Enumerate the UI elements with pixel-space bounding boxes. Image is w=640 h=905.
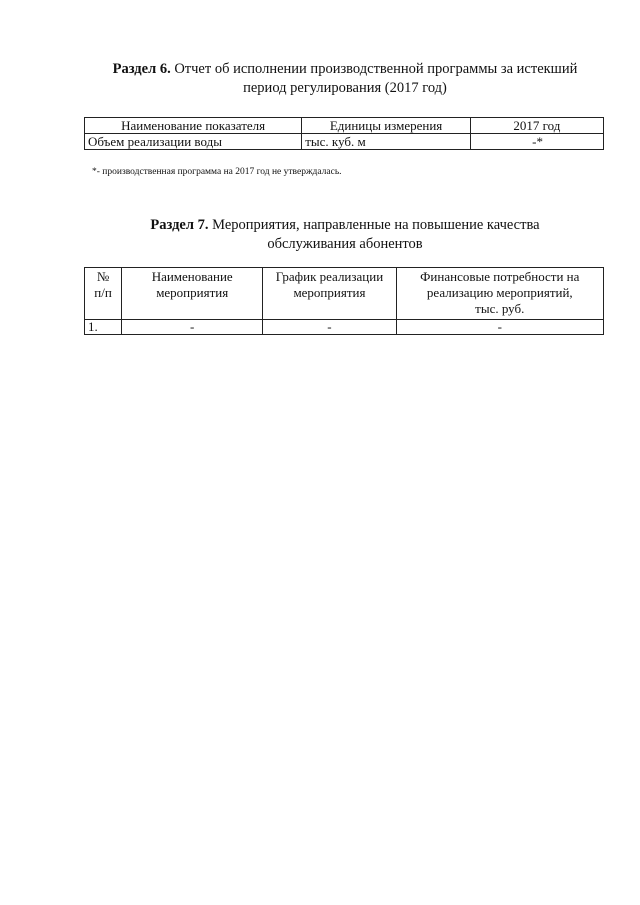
header-financial-needs [396,268,603,320]
section-6-title-line-1 [80,60,610,79]
section-7-heading [80,216,610,254]
header-measure-name-line-2: мероприятия [156,285,229,300]
header-units: Единицы измерения [302,118,471,134]
table-header-row [85,118,604,134]
header-indicator-name: Наименование показателя [85,118,302,134]
cell-indicator: Объем реализации воды [85,134,302,150]
section-6-table [84,117,604,150]
table-row [85,134,604,150]
header-financial-needs-line-1: Финансовые потребности на [420,269,580,284]
cell-number: 1. [85,320,122,335]
table-row [85,320,604,335]
cell-units: тыс. куб. м [302,134,471,150]
header-schedule-line-2: мероприятия [293,285,366,300]
section-7-table [84,267,604,335]
section-6-title-line-2: период регулирования (2017 год) [243,80,447,96]
section-7-number: Раздел 7. [150,217,209,233]
section-7-title-line-1 [80,216,610,235]
header-number [85,268,122,320]
header-measure-name-line-1: Наименование [151,269,233,284]
footnote: *- производственная программа на 2017 год не утверждалась. [92,167,342,177]
table-header-row [85,268,604,320]
header-financial-needs-line-3: тыс. руб. [475,301,525,316]
cell-financial: - [396,320,603,335]
header-financial-needs-line-2: реализацию мероприятий, [426,285,573,300]
section-7-title-line-2: обслуживания абонентов [267,236,423,252]
section-6-title-text: Отчет об исполнении производственной программы за истекший [174,61,578,77]
header-number-line-2: п/п [94,285,112,300]
section-6-number: Раздел 6. [112,61,171,77]
section-7-title-text: Мероприятия, направленные на повышение качества [212,217,540,233]
header-number-line-1: № [96,269,110,284]
cell-value: -* [470,134,603,150]
cell-schedule: - [263,320,396,335]
header-measure-name [122,268,263,320]
cell-measure: - [122,320,263,335]
header-schedule [263,268,396,320]
header-schedule-line-1: График реализации [275,269,384,284]
header-year: 2017 год [470,118,603,134]
section-6-heading [80,60,610,98]
